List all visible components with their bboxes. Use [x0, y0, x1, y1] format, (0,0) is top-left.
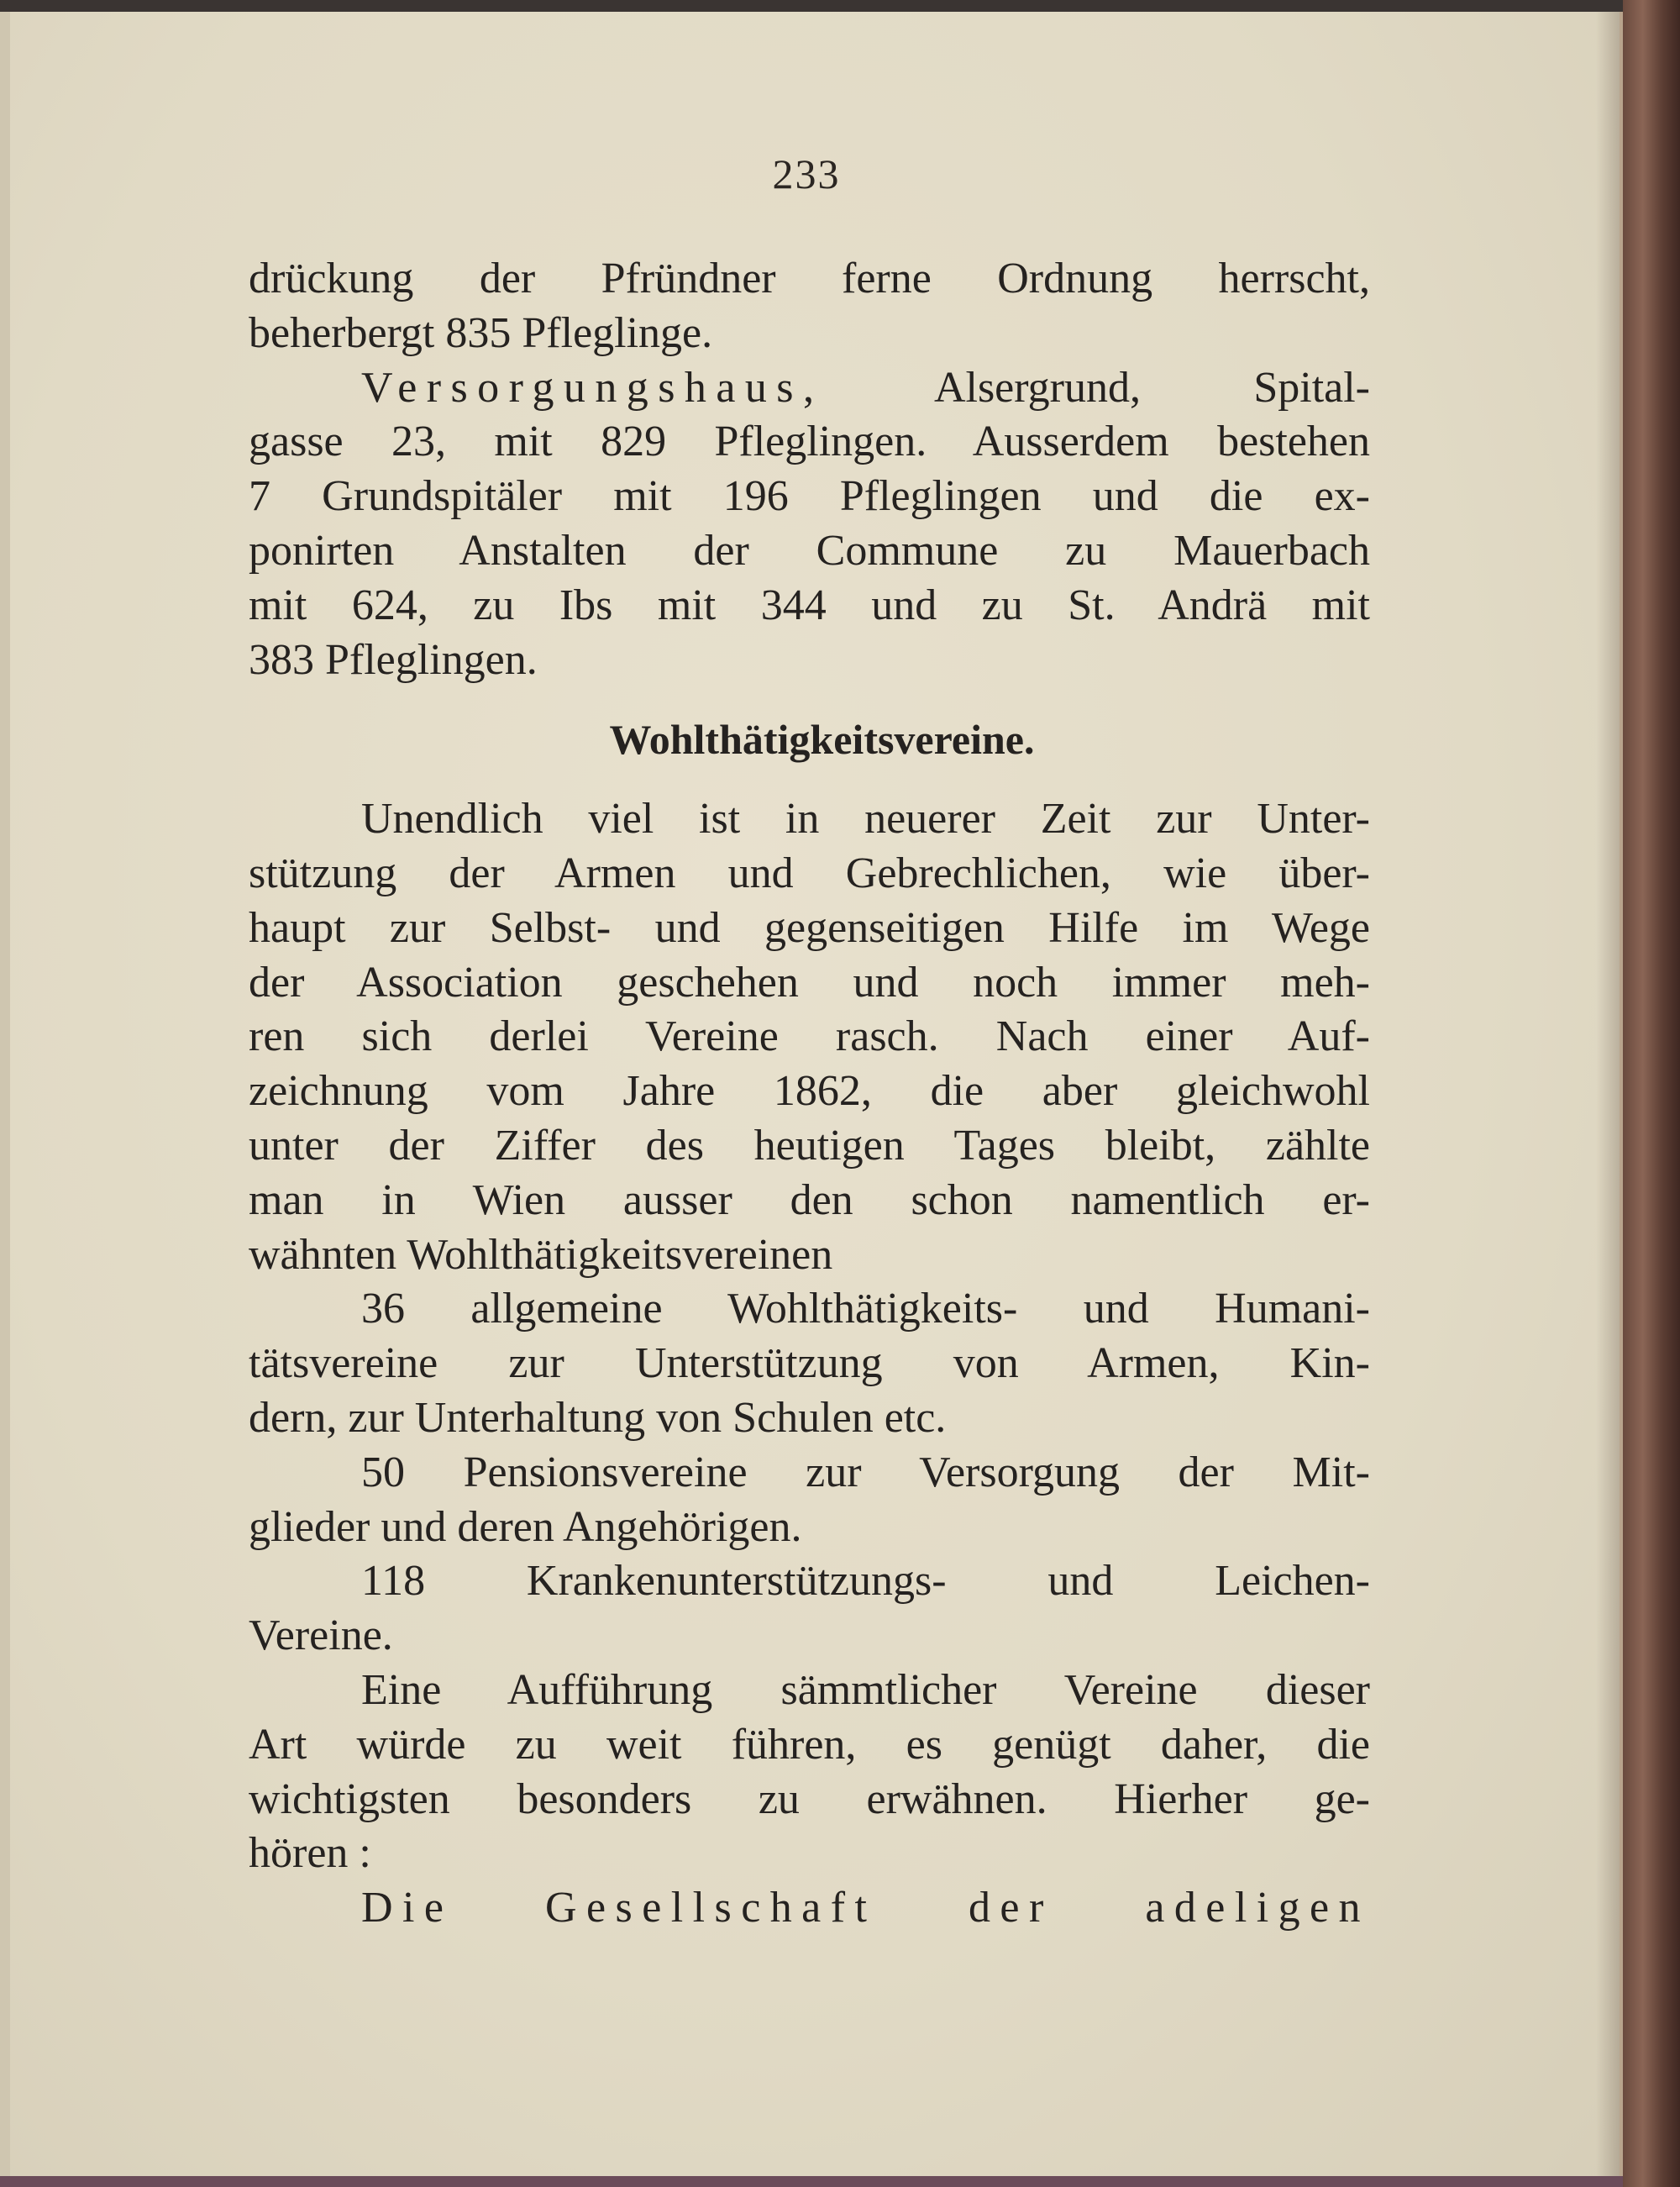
book-left-edge — [0, 12, 10, 2187]
book-top-edge — [0, 0, 1680, 12]
text-line: Eine Aufführung sämmtlicher Vereine dieser — [361, 1665, 1370, 1714]
book-spine — [1623, 0, 1680, 2187]
text-line: mit 624, zu Ibs mit 344 und zu St. Andrä mit — [249, 581, 1370, 629]
text-line: beherbergt 835 Pfleglinge. — [249, 308, 713, 357]
text-line: man in Wien ausser den schon namentlich er- — [249, 1175, 1370, 1224]
text-fragment: Alsergrund, Spital- — [933, 363, 1370, 412]
text-line: zeichnung vom Jahre 1862, die aber gleichwohl — [249, 1067, 1370, 1116]
text-line: ponirten Anstalten der Commune zu Mauerbach — [249, 526, 1370, 575]
text-line: ren sich derlei Vereine rasch. Nach einer Auf- — [249, 1012, 1370, 1061]
text-line: glieder und deren Angehörigen. — [249, 1502, 802, 1551]
paragraph-allgemeine-vereine — [249, 1282, 1370, 1445]
text-line: dern, zur Unterhaltung von Schulen etc. — [249, 1393, 947, 1442]
page-number: 233 — [772, 150, 841, 197]
text-line: Unendlich viel ist in neuerer Zeit zur Unter- — [361, 795, 1370, 844]
text-line: 50 Pensionsvereine zur Versorgung der Mit- — [361, 1448, 1370, 1496]
spaced-text-line: Die Gesellschaft der adeligen — [361, 1884, 1370, 1932]
text-line: 383 Pfleglingen. — [249, 635, 538, 684]
page-body — [249, 252, 1370, 1936]
text-line: Art würde zu weit führen, es genügt daher, die — [249, 1720, 1370, 1769]
paragraph-unendlich — [249, 792, 1370, 1282]
paragraph-versorgungshaus — [249, 361, 1370, 688]
spaced-term: Versorgungshaus, — [361, 363, 824, 412]
text-line: haupt zur Selbst- und gegenseitigen Hilfe im Wege — [249, 903, 1370, 952]
text-line: gasse 23, mit 829 Pfleglingen. Ausserdem bestehen — [249, 418, 1370, 466]
text-line: 7 Grundspitäler mit 196 Pfleglingen und die ex- — [249, 472, 1370, 521]
text-line: wichtigsten besonders zu erwähnen. Hierher ge- — [249, 1774, 1370, 1823]
paragraph-pensionsvereine — [249, 1446, 1370, 1555]
paragraph-krankenvereine — [249, 1554, 1370, 1664]
text-line: Vereine. — [249, 1611, 393, 1660]
book-bottom-edge — [0, 2176, 1623, 2187]
text-line: unter der Ziffer des heutigen Tages bleibt, zählte — [249, 1121, 1370, 1170]
text-line: wähnten Wohlthätigkeitsvereinen — [249, 1230, 833, 1279]
section-heading: Wohlthätigkeitsvereine. — [609, 716, 1035, 764]
paragraph-pfruendner — [249, 252, 1370, 361]
text-line: 36 allgemeine Wohlthätigkeits- und Humani- — [361, 1285, 1370, 1333]
text-line: stützung der Armen und Gebrechlichen, wie über- — [249, 849, 1370, 897]
text-line: 118 Krankenunterstützungs- und Leichen- — [361, 1557, 1370, 1606]
text-line: hören : — [249, 1829, 371, 1878]
text-line — [249, 361, 1370, 416]
text-line: drückung der Pfründner ferne Ordnung herrscht, — [249, 255, 1370, 302]
text-line: der Association geschehen und noch immer meh- — [249, 958, 1370, 1007]
text-line: tätsvereine zur Unterstützung von Armen, Kin- — [249, 1339, 1370, 1388]
paragraph-auffuehrung — [249, 1664, 1370, 1881]
paragraph-gesellschaft — [249, 1881, 1370, 1936]
